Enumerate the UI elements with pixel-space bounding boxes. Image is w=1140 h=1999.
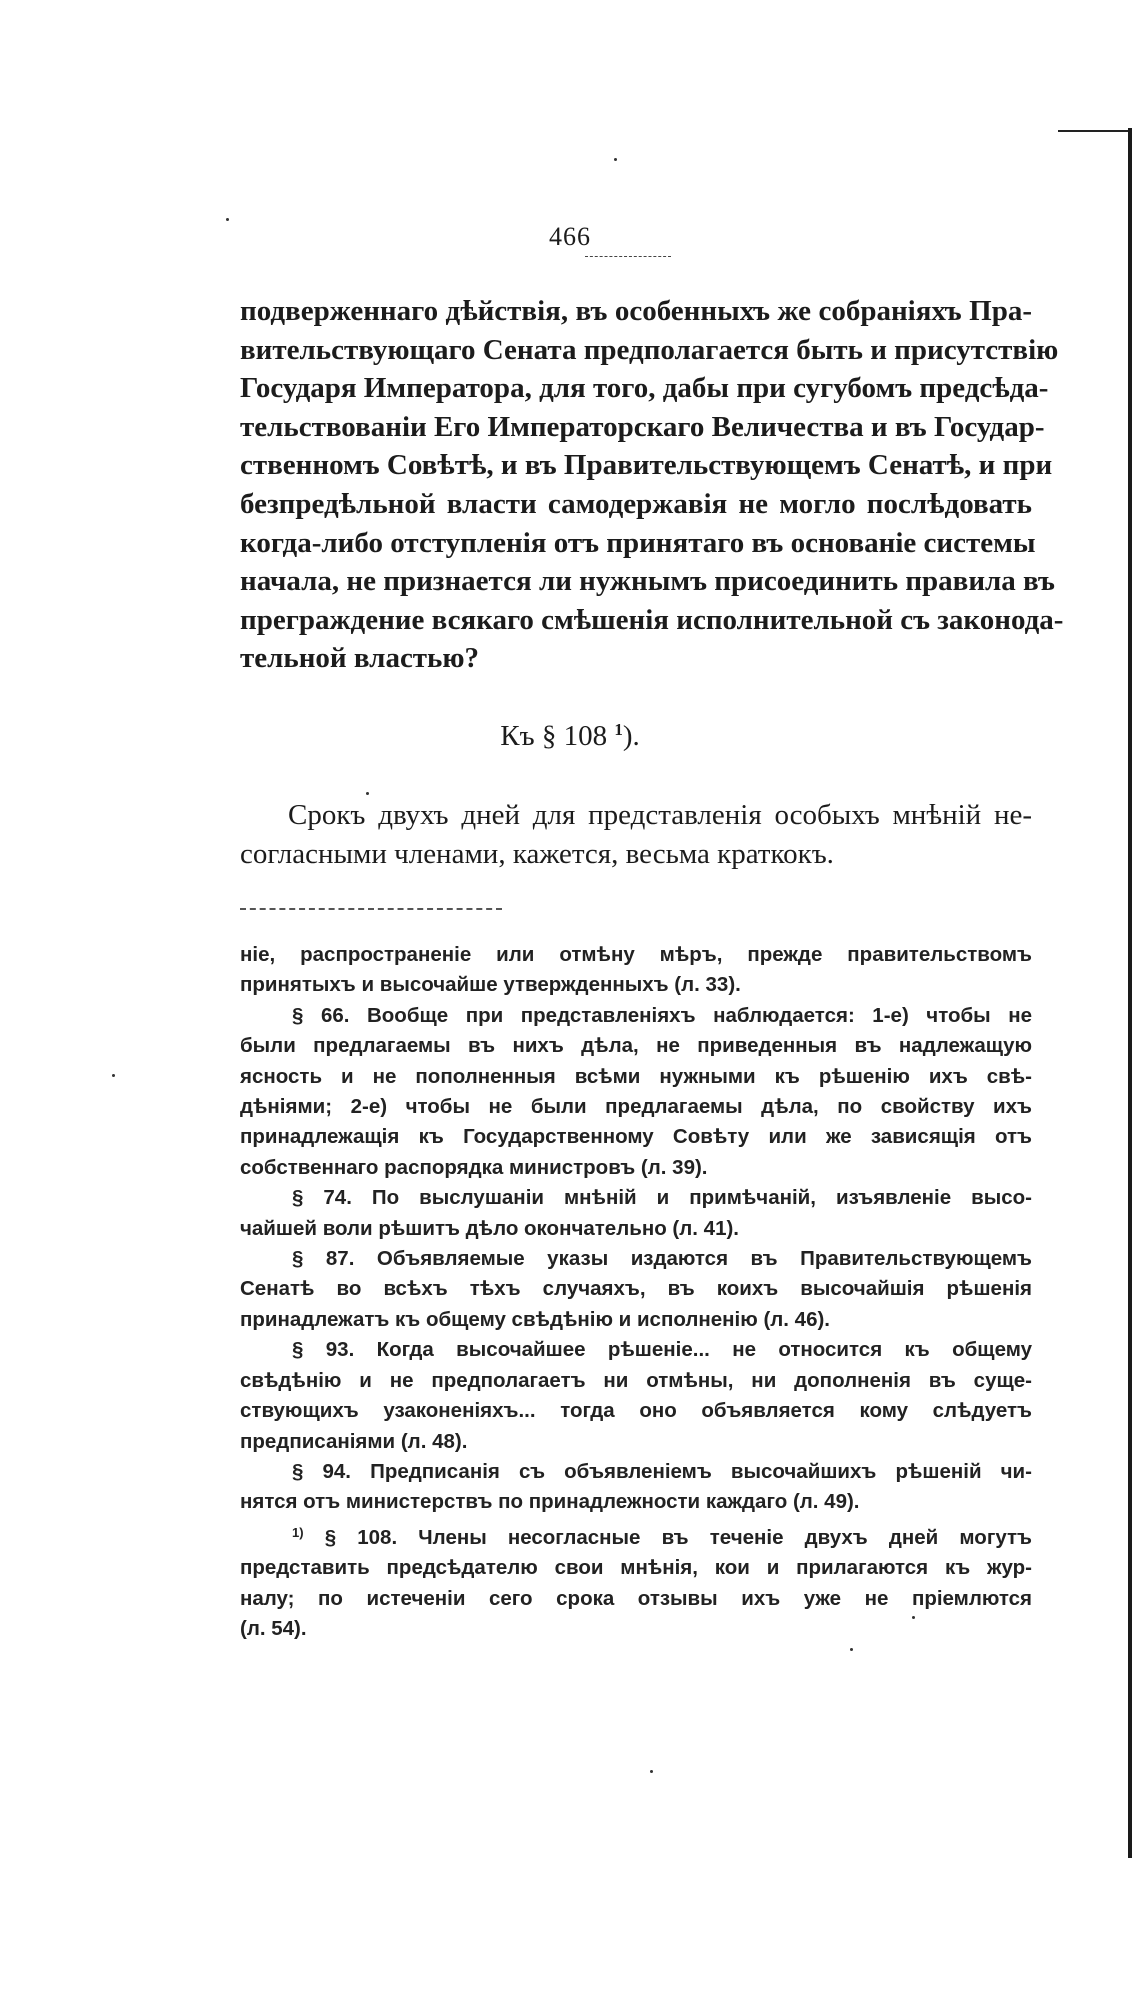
footnote-line: § 74. По выслушаніи мнѣній и примѣчаній, изъявленіе высо- xyxy=(292,1186,1032,1210)
footnote-line: (л. 54). xyxy=(240,1616,307,1640)
footnote-line: собственнаго распорядка министровъ (л. 39). xyxy=(240,1155,708,1179)
scan-edge xyxy=(1058,130,1130,132)
footnote-line: ствующихъ узаконеніяхъ... тогда оно объявляется кому слѣдуетъ xyxy=(240,1399,1032,1423)
footnote-line: были предлагаемы въ нихъ дѣла, не приведенныя въ надлежащую xyxy=(240,1034,1032,1058)
section-heading-close: ). xyxy=(622,720,640,752)
footnote-line: нятся отъ министерствъ по принадлежности каждаго (л. 49). xyxy=(240,1490,860,1514)
footnote-line: ясность и не пополненныя всѣми нужными къ рѣшенію ихъ свѣ- xyxy=(240,1064,1032,1088)
footnote-line: принадлежатъ къ общему свѣдѣнію и исполненію (л. 46). xyxy=(240,1307,831,1331)
text-line: безпредѣльной власти самодержавія не могло послѣдовать xyxy=(240,487,1032,520)
divider xyxy=(585,256,671,257)
footnote-line: предписаніями (л. 48). xyxy=(240,1429,468,1453)
section-paragraph xyxy=(240,796,1032,874)
text-line: ственномъ Совѣтѣ, и въ Правительствующемъ Сенатѣ, и при xyxy=(240,449,1053,482)
footnote-line: Сенатѣ во всѣхъ тѣхъ случаяхъ, въ коихъ высочайшія рѣшенія xyxy=(240,1277,1032,1301)
footnote-line: ніе, распространеніе или отмѣну мѣръ, прежде правительствомъ xyxy=(240,943,1032,966)
scan-speck xyxy=(614,158,617,161)
footnote-line: принадлежащія къ Государственному Совѣту или же зависящія отъ xyxy=(240,1125,1032,1149)
section-heading-text: Къ § 108 xyxy=(500,720,608,752)
text-line: Государя Императора, для того, дабы при сугубомъ предсѣда- xyxy=(240,372,1049,405)
footnotes xyxy=(240,940,1032,1644)
footnote-divider xyxy=(240,908,502,910)
section-heading xyxy=(0,720,1140,753)
text-line: тельствованіи Его Императорскаго Величества и въ Государ- xyxy=(240,410,1045,443)
footnote-marker: 1 xyxy=(614,720,623,739)
footnote-marker: 1) xyxy=(292,1524,304,1540)
text-line: Срокъ двухъ дней для представленія особыхъ мнѣній не- xyxy=(288,799,1032,831)
text-line: когда-либо отступленія отъ принятаго въ основаніе системы xyxy=(240,526,1036,559)
footnote-line: принятыхъ и высочайше утвержденныхъ (л. 33). xyxy=(240,973,741,997)
scan-speck xyxy=(226,218,229,221)
footnote-line: налу; по истеченіи сего срока отзывы ихъ уже не пріемлются xyxy=(240,1586,1032,1610)
text-line: подверженнаго дѣйствія, въ особенныхъ же собраніяхъ Пра- xyxy=(240,295,1032,327)
text-line: преграждение всякаго смѣшенія исполнительной съ законода- xyxy=(240,603,1064,636)
scan-speck xyxy=(650,1770,653,1773)
footnote-line xyxy=(240,1518,1032,1553)
scan-speck xyxy=(912,1616,915,1619)
footnote-line: представить предсѣдателю свои мнѣнія, кои и прилагаются къ жур- xyxy=(240,1556,1032,1580)
footnote-line: § 94. Предписанія съ объявленіемъ высочайшихъ рѣшеній чи- xyxy=(292,1459,1032,1483)
page-number: 466 xyxy=(549,222,591,251)
footnote-line: § 87. Объявляемые указы издаются въ Правительствующемъ xyxy=(292,1247,1032,1271)
footnote-line-text: § 108. Члены несогласные въ теченіе двухъ дней могутъ xyxy=(324,1525,1032,1549)
footnote-line: § 93. Когда высочайшее рѣшеніе... не относится къ общему xyxy=(292,1338,1032,1362)
scan-speck xyxy=(366,792,369,795)
footnote-line: дѣніями; 2-е) чтобы не были предлагаемы дѣла, по свойству ихъ xyxy=(240,1095,1032,1119)
scan-edge xyxy=(1128,128,1132,1858)
text-line: начала, не признается ли нужнымъ присоединить правила въ xyxy=(240,565,1055,598)
text-line: вительствующаго Сената предполагается быть и присутствію xyxy=(240,333,1059,366)
main-paragraph xyxy=(240,292,1064,678)
footnote-line: чайшей воли рѣшитъ дѣло окончательно (л. 41). xyxy=(240,1216,739,1240)
text-line: тельной властью? xyxy=(240,642,480,675)
text-line: согласными членами, кажется, весьма краткокъ. xyxy=(240,838,834,870)
scan-speck xyxy=(112,1074,115,1077)
footnote-line: § 66. Вообще при представленіяхъ наблюдается: 1-е) чтобы не xyxy=(292,1003,1032,1027)
footnote-line: свѣдѣнію и не предполагаетъ ни отмѣны, ни дополненія въ суще- xyxy=(240,1368,1032,1392)
scan-speck xyxy=(850,1648,853,1651)
